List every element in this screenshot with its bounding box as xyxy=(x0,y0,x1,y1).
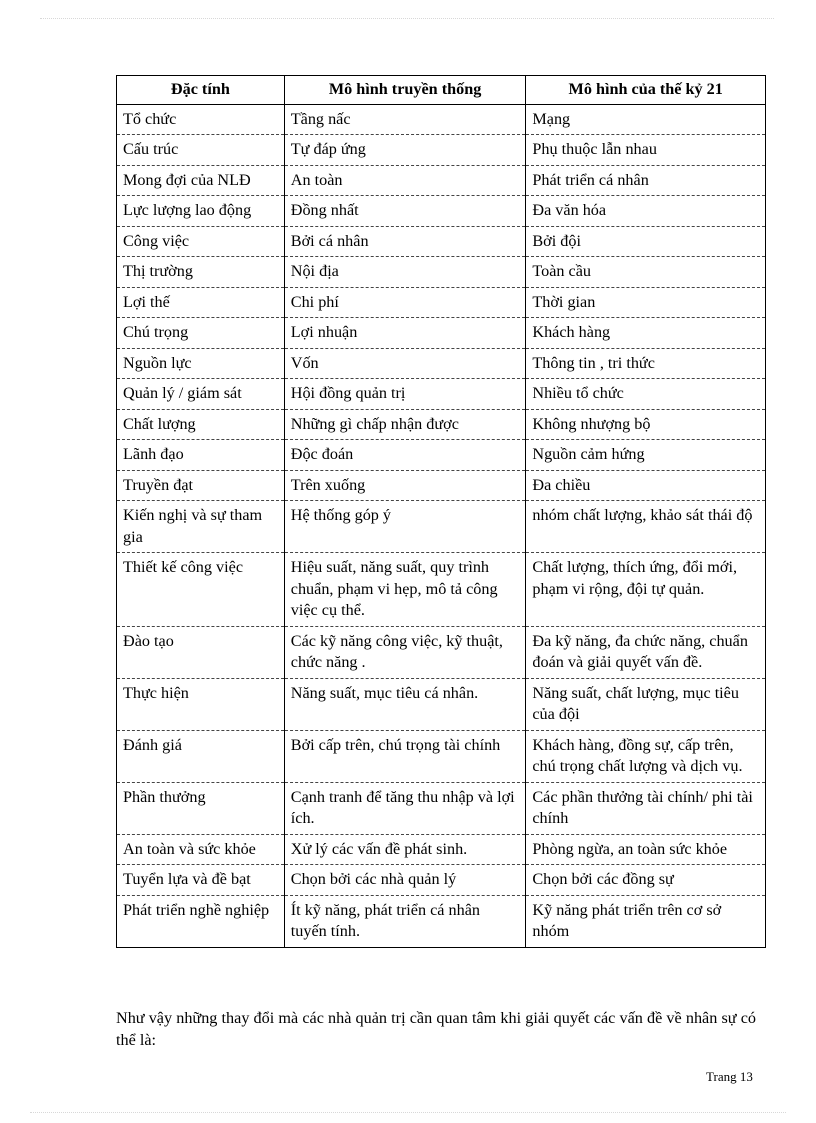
cell-21st-century: Không nhượng bộ xyxy=(526,409,766,440)
cell-traditional: Bởi cấp trên, chú trọng tài chính xyxy=(284,730,526,782)
table-row xyxy=(117,348,766,379)
cell-traditional: Hội đồng quản trị xyxy=(284,379,526,410)
header-traditional-model: Mô hình truyền thống xyxy=(284,76,526,105)
cell-traditional: Tự đáp ứng xyxy=(284,135,526,166)
cell-21st-century: Năng suất, chất lượng, mục tiêu của đội xyxy=(526,678,766,730)
cell-traditional: Tầng nấc xyxy=(284,104,526,135)
table-row xyxy=(117,287,766,318)
cell-characteristic: Đánh giá xyxy=(117,730,285,782)
cell-traditional: Hệ thống góp ý xyxy=(284,501,526,553)
cell-traditional: Độc đoán xyxy=(284,440,526,471)
cell-traditional: Chọn bởi các nhà quản lý xyxy=(284,865,526,896)
cell-21st-century: Các phần thưởng tài chính/ phi tài chính xyxy=(526,782,766,834)
table-row xyxy=(117,409,766,440)
cell-characteristic: Lực lượng lao động xyxy=(117,196,285,227)
cell-21st-century: Thông tin , tri thức xyxy=(526,348,766,379)
cell-characteristic: Công việc xyxy=(117,226,285,257)
cell-traditional: Năng suất, mục tiêu cá nhân. xyxy=(284,678,526,730)
table-row xyxy=(117,318,766,349)
header-characteristic: Đặc tính xyxy=(117,76,285,105)
table-row xyxy=(117,626,766,678)
cell-traditional: Những gì chấp nhận được xyxy=(284,409,526,440)
cell-characteristic: Mong đợi của NLĐ xyxy=(117,165,285,196)
cell-characteristic: An toàn và sức khỏe xyxy=(117,834,285,865)
cell-characteristic: Thiết kế công việc xyxy=(117,553,285,627)
cell-21st-century: Phòng ngừa, an toàn sức khỏe xyxy=(526,834,766,865)
cell-21st-century: Toàn cầu xyxy=(526,257,766,288)
cell-traditional: Bởi cá nhân xyxy=(284,226,526,257)
closing-paragraph: Như vậy những thay đổi mà các nhà quản trị cần quan tâm khi giải quyết các vấn đề về nhân sự có thể là: xyxy=(116,1009,756,1049)
cell-characteristic: Lãnh đạo xyxy=(117,440,285,471)
table-row xyxy=(117,865,766,896)
cell-characteristic: Thị trường xyxy=(117,257,285,288)
cell-21st-century: Chọn bởi các đồng sự xyxy=(526,865,766,896)
cell-characteristic: Đào tạo xyxy=(117,626,285,678)
table-row xyxy=(117,379,766,410)
table-row xyxy=(117,165,766,196)
cell-21st-century: Chất lượng, thích ứng, đổi mới, phạm vi rộng, đội tự quản. xyxy=(526,553,766,627)
cell-21st-century: Bởi đội xyxy=(526,226,766,257)
table-row xyxy=(117,553,766,627)
table-row xyxy=(117,257,766,288)
cell-21st-century: Đa văn hóa xyxy=(526,196,766,227)
cell-characteristic: Phát triển nghề nghiệp xyxy=(117,895,285,947)
cell-traditional: Lợi nhuận xyxy=(284,318,526,349)
cell-characteristic: Tổ chức xyxy=(117,104,285,135)
cell-21st-century: Đa kỹ năng, đa chức năng, chuẩn đoán và giải quyết vấn đề. xyxy=(526,626,766,678)
cell-traditional: Đồng nhất xyxy=(284,196,526,227)
table-row xyxy=(117,782,766,834)
cell-21st-century: Nhiều tổ chức xyxy=(526,379,766,410)
cell-characteristic: Kiến nghị và sự tham gia xyxy=(117,501,285,553)
cell-traditional: Ít kỹ năng, phát triển cá nhân tuyến tính. xyxy=(284,895,526,947)
cell-traditional: Chi phí xyxy=(284,287,526,318)
table-body xyxy=(117,104,766,947)
cell-characteristic: Chất lượng xyxy=(117,409,285,440)
cell-traditional: Hiệu suất, năng suất, quy trình chuẩn, phạm vi hẹp, mô tả công việc cụ thể. xyxy=(284,553,526,627)
page-number: Trang 13 xyxy=(706,1069,753,1084)
cell-characteristic: Phần thưởng xyxy=(117,782,285,834)
cell-characteristic: Thực hiện xyxy=(117,678,285,730)
table-row xyxy=(117,678,766,730)
header-21st-century-model: Mô hình của thế kỷ 21 xyxy=(526,76,766,105)
cell-traditional: Vốn xyxy=(284,348,526,379)
cell-traditional: Các kỹ năng công việc, kỹ thuật, chức năng . xyxy=(284,626,526,678)
cell-traditional: Trên xuống xyxy=(284,470,526,501)
cell-characteristic: Tuyển lựa và đề bạt xyxy=(117,865,285,896)
comparison-table xyxy=(116,75,766,948)
cell-traditional: Xử lý các vấn đề phát sinh. xyxy=(284,834,526,865)
table-header-row xyxy=(117,76,766,105)
cell-21st-century: Phát triển cá nhân xyxy=(526,165,766,196)
table-row xyxy=(117,834,766,865)
cell-21st-century: nhóm chất lượng, khảo sát thái độ xyxy=(526,501,766,553)
cell-21st-century: Khách hàng, đồng sự, cấp trên, chú trọng chất lượng và dịch vụ. xyxy=(526,730,766,782)
cell-21st-century: Đa chiều xyxy=(526,470,766,501)
cell-characteristic: Truyền đạt xyxy=(117,470,285,501)
cell-characteristic: Nguồn lực xyxy=(117,348,285,379)
page-top-rule xyxy=(40,18,774,19)
cell-21st-century: Phụ thuộc lẫn nhau xyxy=(526,135,766,166)
cell-21st-century: Khách hàng xyxy=(526,318,766,349)
cell-21st-century: Kỹ năng phát triển trên cơ sở nhóm xyxy=(526,895,766,947)
page-bottom-rule xyxy=(30,1112,786,1113)
table-row xyxy=(117,226,766,257)
table-row xyxy=(117,440,766,471)
cell-21st-century: Nguồn cảm hứng xyxy=(526,440,766,471)
cell-21st-century: Thời gian xyxy=(526,287,766,318)
cell-traditional: Nội địa xyxy=(284,257,526,288)
cell-traditional: An toàn xyxy=(284,165,526,196)
cell-21st-century: Mạng xyxy=(526,104,766,135)
cell-characteristic: Quản lý / giám sát xyxy=(117,379,285,410)
table-row xyxy=(117,135,766,166)
table-row xyxy=(117,895,766,947)
table-row xyxy=(117,470,766,501)
cell-characteristic: Cấu trúc xyxy=(117,135,285,166)
cell-characteristic: Chú trọng xyxy=(117,318,285,349)
table-row xyxy=(117,730,766,782)
table-row xyxy=(117,501,766,553)
cell-traditional: Cạnh tranh để tăng thu nhập và lợi ích. xyxy=(284,782,526,834)
cell-characteristic: Lợi thế xyxy=(117,287,285,318)
table-row xyxy=(117,104,766,135)
table-row xyxy=(117,196,766,227)
